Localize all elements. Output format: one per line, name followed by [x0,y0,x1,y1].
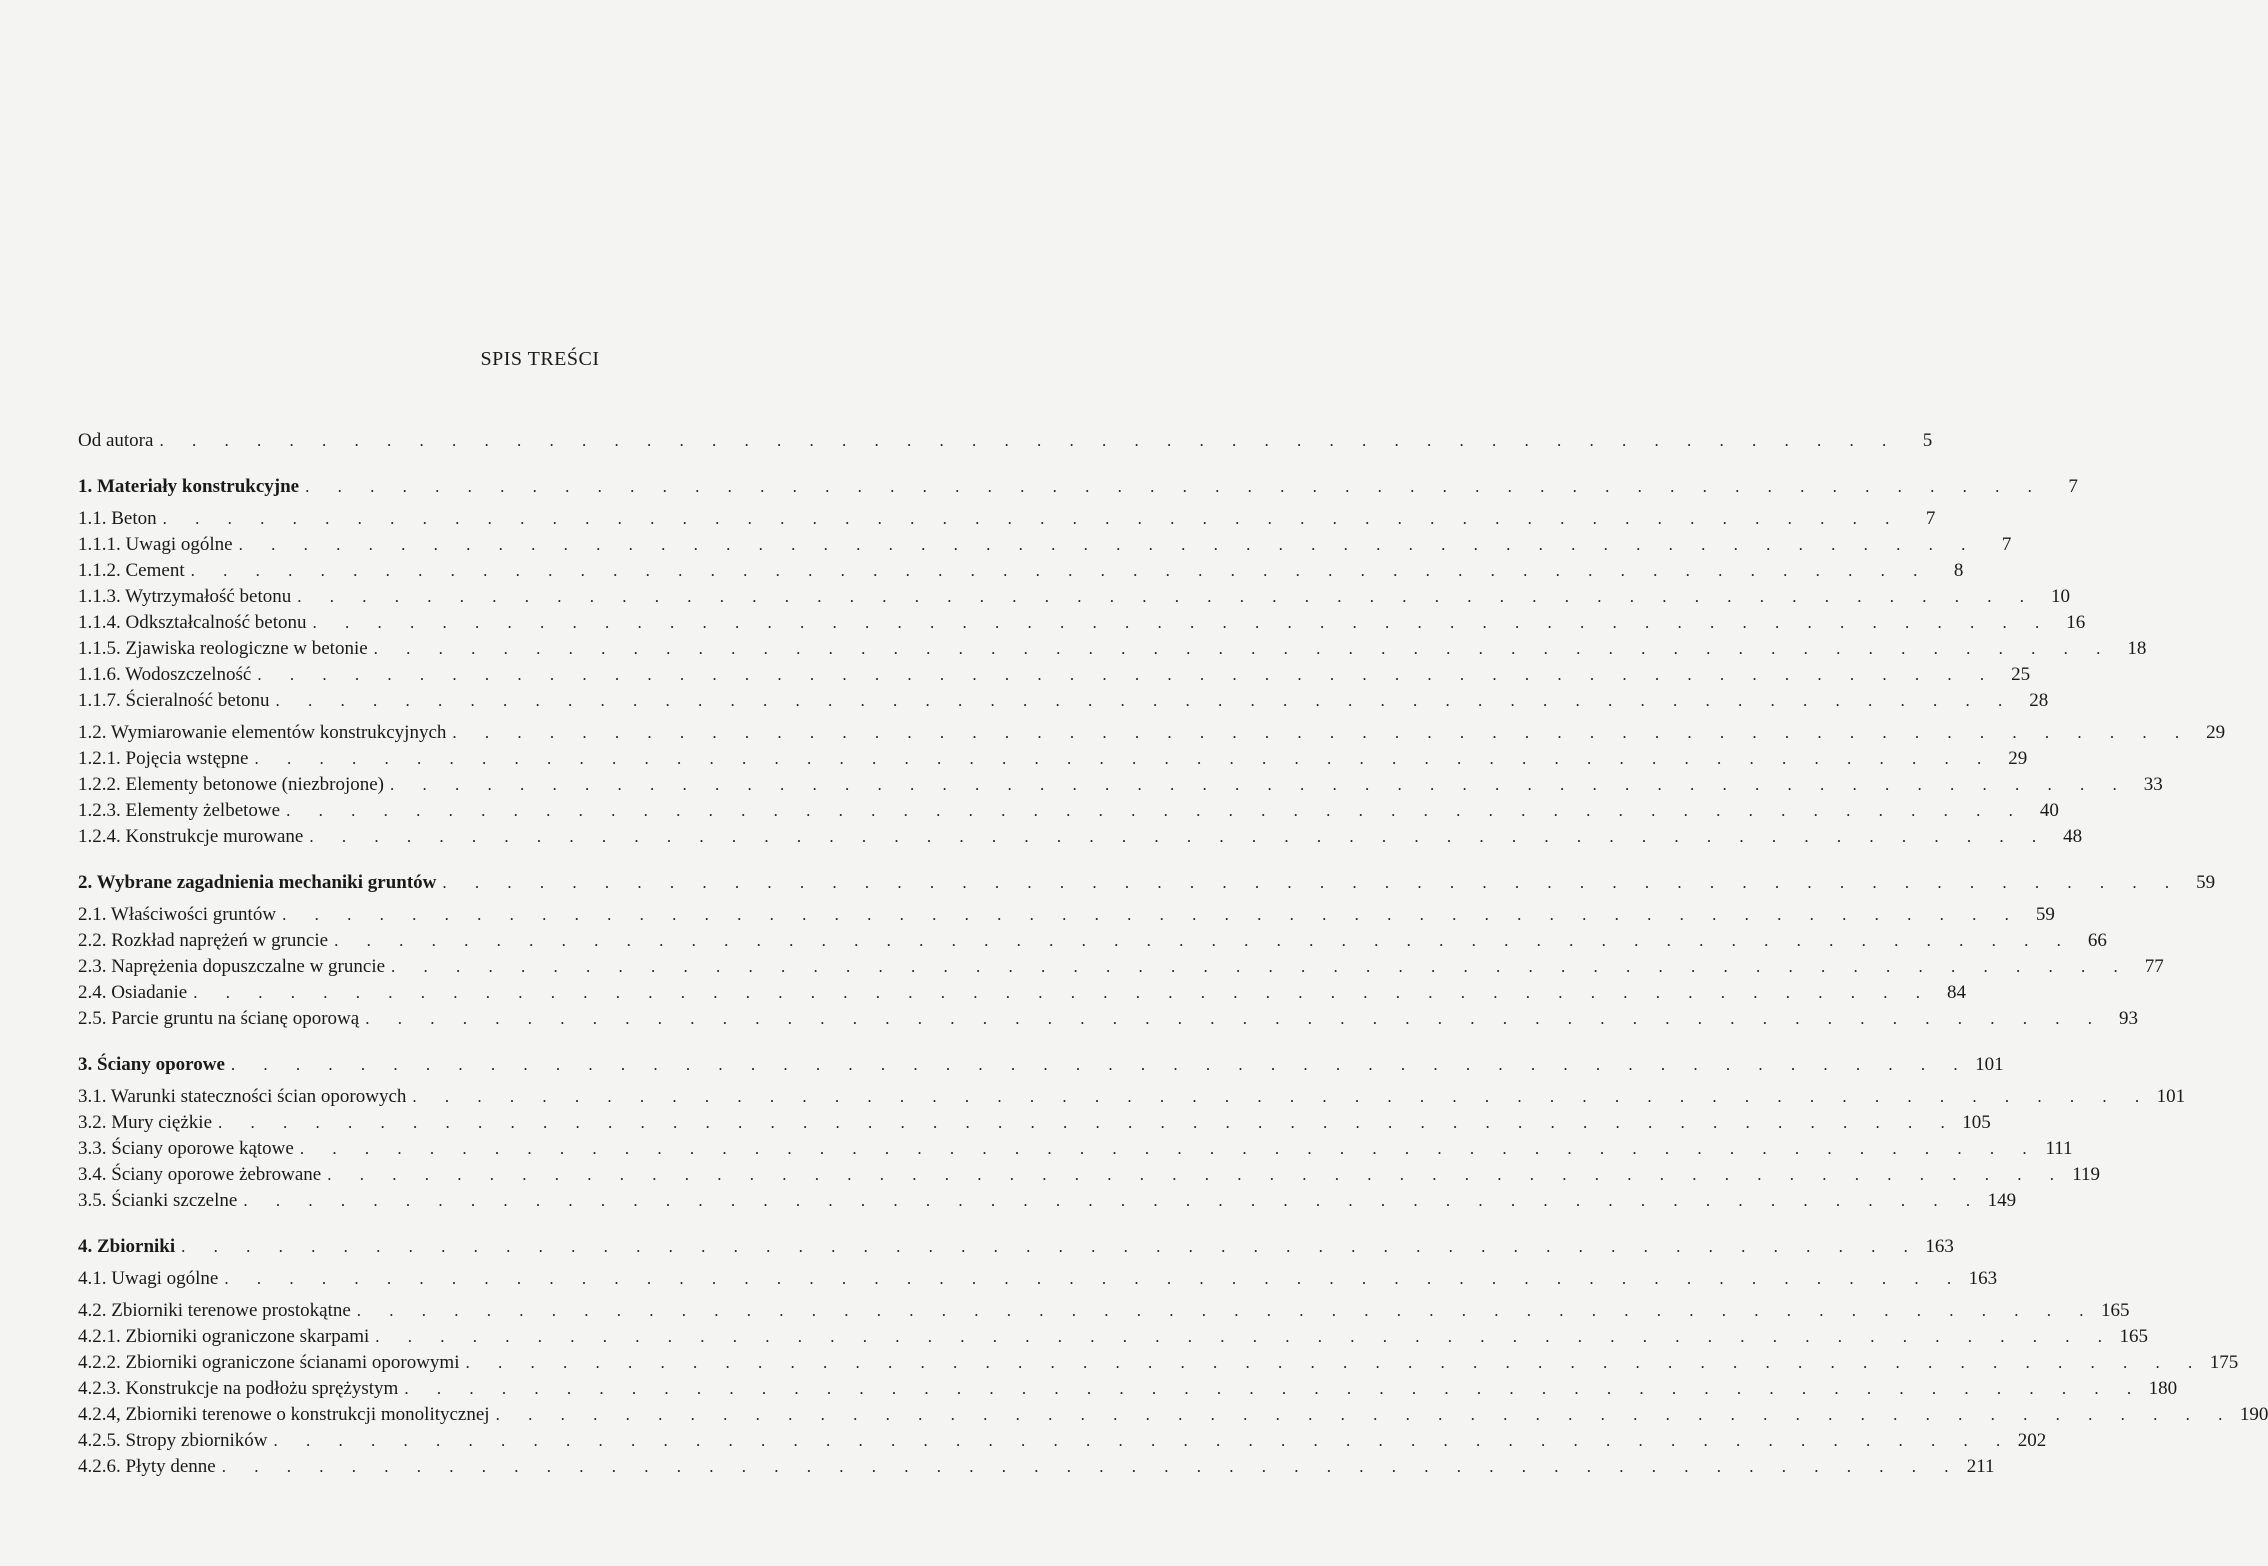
toc-entry-label: 3.1. Warunki stateczności ścian oporowych [78,1086,407,1107]
toc-entry [78,1298,2130,1324]
toc-entry-label: 4.2.2. Zbiorniki ograniczone ścianami oporowymi [78,1352,460,1373]
section-spacer [78,850,964,870]
dot-leader: . . . . . . . . . . . . . . . . . . . . . . . . . . . . . . . . . . . . . . . . . . . . . . . . . . . . . . [286,801,2025,820]
toc-entry [78,428,1933,454]
toc-page-number: 163 [1968,1268,1998,1289]
dot-leader: . . . . . . . . . . . . . . . . . . . . . . . . . . . . . . . . . . . . . . . . . . . . . . . . . . . . . . [230,1055,1970,1074]
toc-entry [78,506,1936,532]
toc-entry-label: 1.1.4. Odkształcalność betonu [78,612,307,633]
toc-entry [78,1136,2073,1162]
toc-page-number: 105 [1962,1112,1991,1133]
toc-page-number: 7 [2068,476,2078,497]
toc-page-number: 48 [2063,826,2083,847]
toc-entry [78,1006,2138,1032]
dot-leader: . . . . . . . . . . . . . . . . . . . . . . . . . . . . . . . . . . . . . . . . . . . . . . . . . . . . . . [312,613,2052,632]
toc-entry-label: 3. Ściany oporowe [78,1054,225,1075]
toc-entry [78,1266,1998,1292]
toc-entry-label: 1.1.5. Zjawiska reologiczne w betonie [78,638,368,659]
toc-page-number: 28 [2029,690,2049,711]
dot-leader: . . . . . . . . . . . . . . . . . . . . . . . . . . . . . . . . . . . . . . . . . . . . . . . . . . . . . . [190,561,1930,580]
toc-entry-label: 2.1. Właściwości gruntów [78,904,277,925]
toc-page-number: 8 [1953,560,1964,581]
toc-entry-label: 1.1.6. Wodoszczelność [78,664,252,685]
toc-page-number: 84 [1946,982,1966,1003]
toc-page-number: 165 [2119,1326,2149,1347]
dot-leader: . . . . . . . . . . . . . . . . . . . . . . . . . . . . . . . . . . . . . . . . . . . . . . . . . . . . . . [412,1087,2152,1106]
toc-entry-label: 3.2. Mury ciężkie [78,1112,213,1133]
toc-page-number: 29 [2008,748,2028,769]
dot-leader: . . . . . . . . . . . . . . . . . . . . . . . . . . . . . . . . . . . . . . . . . . . . . . . . . . . . . . [297,587,2037,606]
dot-leader: . . . . . . . . . . . . . . . . . . . . . . . . . . . . . . . . . . . . . . . . . . . . . . . . . . . . . . [452,723,2192,742]
toc-page-number: 101 [1975,1054,2004,1075]
toc-entry [78,980,1966,1006]
dot-leader: . . . . . . . . . . . . . . . . . . . . . . . . . . . . . . . . . . . . . . . . . . . . . . . . . . . . . . [327,1165,2066,1184]
toc-entry-label: 1.2.3. Elementy żelbetowe [78,800,281,821]
dot-leader: . . . . . . . . . . . . . . . . . . . . . . . . . . . . . . . . . . . . . . . . . . . . . . . . . . . . . . [365,1009,2104,1028]
toc-page-number: 211 [1966,1456,1995,1477]
toc-page-number: 202 [2017,1430,2047,1451]
toc-entry-label: 1.2.1. Pojęcia wstępne [78,748,249,769]
toc-page-number: 190 [2239,1404,2268,1425]
toc-entry [78,584,2071,610]
toc-entry [78,688,2049,714]
toc-entry-label: 3.3. Ściany oporowe kątowe [78,1138,294,1159]
toc-page-number: 10 [2051,586,2071,607]
toc-page-number: 5 [1922,430,1933,451]
dot-leader: . . . . . . . . . . . . . . . . . . . . . . . . . . . . . . . . . . . . . . . . . . . . . . . . . . . . . . [162,509,1902,528]
toc-page-number: 111 [2045,1138,2073,1159]
dot-leader: . . . . . . . . . . . . . . . . . . . . . . . . . . . . . . . . . . . . . . . . . . . . . . . . . . . . . . [404,1379,2144,1398]
toc-entry [78,1110,1991,1136]
dot-leader: . . . . . . . . . . . . . . . . . . . . . . . . . . . . . . . . . . . . . . . . . . . . . . . . . . . . . . [373,639,2113,658]
toc-entry-label: 4.2.6. Płyty denne [78,1456,216,1477]
toc-entry-label: Od autora [78,430,154,451]
dot-leader: . . . . . . . . . . . . . . . . . . . . . . . . . . . . . . . . . . . . . . . . . . . . . . . . . . . . . . [224,1269,1964,1288]
toc-entry [78,720,2226,746]
toc-entry [78,558,1964,584]
toc-page-number: 163 [1925,1236,1954,1257]
toc-page-number: 149 [1987,1190,2017,1211]
dot-leader: . . . . . . . . . . . . . . . . . . . . . . . . . . . . . . . . . . . . . . . . . . . . . . . . . . . . . . [309,827,2049,846]
dot-leader: . . . . . . . . . . . . . . . . . . . . . . . . . . . . . . . . . . . . . . . . . . . . . . . . . . . . . . [390,775,2129,794]
toc-entry [78,928,2107,954]
toc-entry-label: 1.2.2. Elementy betonowe (niezbrojone) [78,774,385,795]
toc-page-number: 175 [2209,1352,2239,1373]
table-of-contents [78,428,2268,1480]
toc-entry [78,1084,2186,1110]
toc-page-number: 119 [2072,1164,2100,1185]
toc-entry-label: 3.4. Ściany oporowe żebrowane [78,1164,322,1185]
toc-page-number: 180 [2148,1378,2178,1399]
toc-entry [78,662,2031,688]
toc-entry [78,1188,2017,1214]
toc-entry [78,824,2083,850]
toc-page-number: 25 [2011,664,2031,685]
toc-entry-label: 1.1.3. Wytrzymałość betonu [78,586,292,607]
dot-leader: . . . . . . . . . . . . . . . . . . . . . . . . . . . . . . . . . . . . . . . . . . . . . . . . . . . . . . [221,1457,1961,1476]
toc-page-number: 165 [2101,1300,2130,1321]
toc-page-number: 16 [2066,612,2086,633]
dot-leader: . . . . . . . . . . . . . . . . . . . . . . . . . . . . . . . . . . . . . . . . . . . . . . . . . . . . . . [375,1327,2115,1346]
toc-entry [78,954,2164,980]
section-spacer [78,1032,964,1052]
toc-page-number: 18 [2127,638,2147,659]
toc-page-number: 101 [2156,1086,2186,1107]
toc-page-number: 29 [2206,722,2226,743]
section-spacer [78,454,964,474]
toc-entry-label: 1.1.7. Ścieralność betonu [78,690,270,711]
toc-entry [78,1324,2149,1350]
toc-entry-label: 4.2. Zbiorniki terenowe prostokątne [78,1300,351,1321]
toc-entry [78,1402,2268,1428]
toc-chapter-entry [78,474,2078,500]
toc-entry-label: 1.2.4. Konstrukcje murowane [78,826,304,847]
toc-entry-label: 4.2.5. Stropy zbiorników [78,1430,268,1451]
dot-leader: . . . . . . . . . . . . . . . . . . . . . . . . . . . . . . . . . . . . . . . . . . . . . . . . . . . . . . [159,431,1899,450]
toc-entry [78,1376,2178,1402]
toc-entry-label: 4.2.4, Zbiorniki terenowe o konstrukcji monolitycznej [78,1404,490,1425]
dot-leader: . . . . . . . . . . . . . . . . . . . . . . . . . . . . . . . . . . . . . . . . . . . . . . . . . . . . . . [356,1301,2096,1320]
toc-page-number: 93 [2118,1008,2138,1029]
dot-leader: . . . . . . . . . . . . . . . . . . . . . . . . . . . . . . . . . . . . . . . . . . . . . . . . . . . . . . [275,691,2015,710]
toc-page-number: 77 [2144,956,2164,977]
toc-page-number: 7 [1925,508,1936,529]
dot-leader: . . . . . . . . . . . . . . . . . . . . . . . . . . . . . . . . . . . . . . . . . . . . . . . . . . . . . . [218,1113,1957,1132]
toc-entry [78,772,2163,798]
toc-entry-label: 4.2.1. Zbiorniki ograniczone skarpami [78,1326,370,1347]
toc-page-number: 33 [2143,774,2163,795]
toc-page-number: 59 [2196,872,2216,893]
dot-leader: . . . . . . . . . . . . . . . . . . . . . . . . . . . . . . . . . . . . . . . . . . . . . . . . . . . . . . [495,1405,2235,1424]
toc-entry [78,746,2028,772]
dot-leader: . . . . . . . . . . . . . . . . . . . . . . . . . . . . . . . . . . . . . . . . . . . . . . . . . . . . . . [243,1191,1983,1210]
toc-chapter-entry [78,1234,1954,1260]
dot-leader: . . . . . . . . . . . . . . . . . . . . . . . . . . . . . . . . . . . . . . . . . . . . . . . . . . . . . . [305,477,2044,496]
toc-chapter-entry [78,870,2216,896]
toc-entry-label: 2.3. Naprężenia dopuszczalne w gruncie [78,956,386,977]
toc-entry [78,532,2012,558]
toc-entry [78,1162,2100,1188]
toc-entry [78,1454,1995,1480]
toc-entry [78,636,2147,662]
toc-entry-label: 1.2. Wymiarowanie elementów konstrukcyjnych [78,722,447,743]
toc-page-number: 59 [2035,904,2055,925]
dot-leader: . . . . . . . . . . . . . . . . . . . . . . . . . . . . . . . . . . . . . . . . . . . . . . . . . . . . . . [391,957,2130,976]
toc-entry [78,610,2086,636]
dot-leader: . . . . . . . . . . . . . . . . . . . . . . . . . . . . . . . . . . . . . . . . . . . . . . . . . . . . . . [181,1237,1920,1256]
toc-entry-label: 1.1.2. Cement [78,560,185,581]
toc-entry-label: 1. Materiały konstrukcyjne [78,476,300,497]
toc-page-number: 66 [2087,930,2107,951]
toc-entry-label: 2.5. Parcie gruntu na ścianę oporową [78,1008,360,1029]
dot-leader: . . . . . . . . . . . . . . . . . . . . . . . . . . . . . . . . . . . . . . . . . . . . . . . . . . . . . . [282,905,2021,924]
toc-entry [78,798,2059,824]
toc-entry-label: 2.4. Osiadanie [78,982,188,1003]
dot-leader: . . . . . . . . . . . . . . . . . . . . . . . . . . . . . . . . . . . . . . . . . . . . . . . . . . . . . . [299,1139,2039,1158]
dot-leader: . . . . . . . . . . . . . . . . . . . . . . . . . . . . . . . . . . . . . . . . . . . . . . . . . . . . . . [442,873,2182,892]
toc-entry-label: 4.2.3. Konstrukcje na podłożu sprężystym [78,1378,399,1399]
toc-entry-label: 2. Wybrane zagadnienia mechaniki gruntów [78,872,437,893]
toc-entry-label: 4.1. Uwagi ogólne [78,1268,219,1289]
dot-leader: . . . . . . . . . . . . . . . . . . . . . . . . . . . . . . . . . . . . . . . . . . . . . . . . . . . . . . [465,1353,2205,1372]
toc-entry-label: 1.1. Beton [78,508,157,529]
dot-leader: . . . . . . . . . . . . . . . . . . . . . . . . . . . . . . . . . . . . . . . . . . . . . . . . . . . . . . [257,665,1997,684]
toc-page-number: 7 [2001,534,2012,555]
dot-leader: . . . . . . . . . . . . . . . . . . . . . . . . . . . . . . . . . . . . . . . . . . . . . . . . . . . . . . [334,931,2073,950]
toc-entry-label: 1.1.1. Uwagi ogólne [78,534,233,555]
toc-entry [78,1428,2047,1454]
dot-leader: . . . . . . . . . . . . . . . . . . . . . . . . . . . . . . . . . . . . . . . . . . . . . . . . . . . . . . [193,983,1932,1002]
dot-leader: . . . . . . . . . . . . . . . . . . . . . . . . . . . . . . . . . . . . . . . . . . . . . . . . . . . . . . [254,749,1994,768]
toc-entry-label: 3.5. Ścianki szczelne [78,1190,238,1211]
dot-leader: . . . . . . . . . . . . . . . . . . . . . . . . . . . . . . . . . . . . . . . . . . . . . . . . . . . . . . [273,1431,2013,1450]
toc-page-number: 40 [2039,800,2059,821]
toc-entry [78,1350,2239,1376]
toc-entry-label: 4. Zbiorniki [78,1236,176,1257]
page-title: SPIS TREŚCI [480,348,600,370]
toc-entry-label: 2.2. Rozkład naprężeń w gruncie [78,930,329,951]
section-spacer [78,1214,964,1234]
dot-leader: . . . . . . . . . . . . . . . . . . . . . . . . . . . . . . . . . . . . . . . . . . . . . . . . . . . . . . [238,535,1978,554]
toc-chapter-entry [78,1052,2004,1078]
toc-entry [78,902,2055,928]
